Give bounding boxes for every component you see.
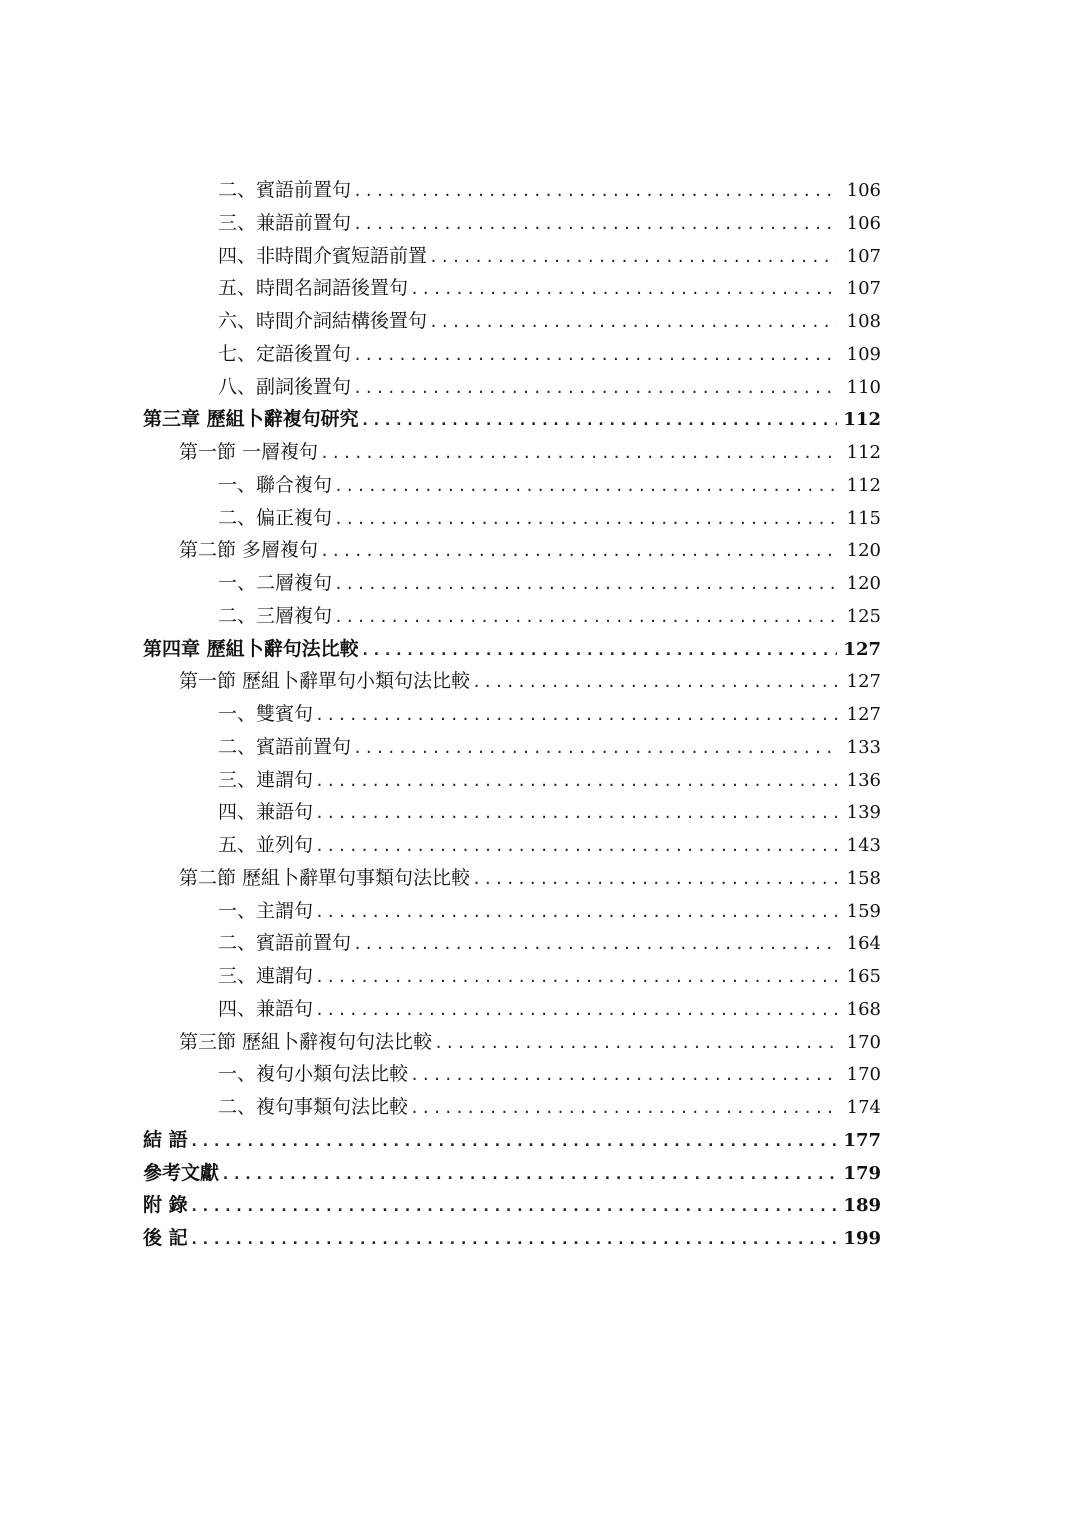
toc-subsection-entry [143, 240, 881, 273]
toc-dot-leader [313, 830, 837, 862]
toc-page-number: 158 [846, 867, 881, 889]
toc-dot-leader [188, 1125, 837, 1157]
toc-dot-leader [313, 961, 837, 993]
toc-subsection-entry [143, 600, 881, 633]
toc-chapter-entry [143, 1189, 881, 1222]
toc-dot-leader [313, 699, 837, 731]
toc-subsection-entry [143, 272, 881, 305]
toc-entry-title: 第二節 多層複句 [179, 539, 319, 562]
toc-entry-title: 三、兼語前置句 [218, 211, 352, 234]
toc-page-number: 109 [846, 343, 881, 365]
toc-entry-title: 四、非時間介賓短語前置 [218, 244, 428, 267]
toc-dot-leader [470, 666, 837, 698]
toc-entry-title: 第三節 歷組卜辭複句句法比較 [179, 1030, 433, 1053]
toc-subsection-entry [143, 207, 881, 240]
toc-entry-title: 六、時間介詞結構後置句 [218, 310, 428, 332]
toc-page-number: 120 [846, 573, 881, 594]
toc-page-number: 127 [846, 671, 881, 693]
toc-entry-title: 三、連謂句 [218, 768, 314, 791]
toc-dot-leader [427, 241, 837, 273]
toc-page-number: 120 [846, 540, 881, 562]
toc-dot-leader [332, 601, 837, 633]
toc-dot-leader [427, 306, 837, 338]
toc-page-number: 108 [846, 311, 881, 332]
toc-subsection-entry [143, 796, 881, 829]
toc-subsection-entry [143, 927, 881, 960]
toc-entry-title: 一、雙賓句 [218, 703, 314, 725]
toc-dot-leader [332, 568, 837, 600]
toc-entry-title: 五、並列句 [218, 834, 314, 856]
toc-page-number: 139 [846, 802, 881, 824]
toc-entry-title: 五、時間名詞語後置句 [218, 277, 409, 300]
toc-dot-leader [359, 404, 837, 436]
toc-page-number: 133 [846, 736, 881, 758]
toc-entry-title: 第四章 歷組卜辭句法比較 [143, 637, 359, 660]
toc-section-entry [143, 534, 881, 567]
toc-subsection-entry [143, 829, 881, 862]
toc-subsection-entry [143, 371, 881, 404]
toc-subsection-entry [143, 338, 881, 371]
table-of-contents [143, 174, 881, 1255]
toc-dot-leader [313, 896, 837, 928]
toc-section-entry [143, 436, 881, 469]
toc-dot-leader [432, 1027, 837, 1059]
toc-dot-leader [408, 1092, 837, 1124]
toc-dot-leader [313, 797, 837, 829]
toc-chapter-entry [143, 1124, 881, 1157]
toc-chapter-entry [143, 633, 881, 666]
toc-entry-title: 二、三層複句 [218, 604, 333, 627]
toc-page-number: 106 [846, 212, 881, 234]
toc-page-number: 127 [843, 638, 881, 660]
toc-page-number: 170 [846, 1031, 881, 1053]
toc-chapter-entry [143, 1157, 881, 1190]
toc-dot-leader [470, 863, 837, 895]
toc-dot-leader [318, 535, 837, 567]
toc-dot-leader [359, 634, 837, 666]
toc-subsection-entry [143, 993, 881, 1026]
toc-entry-title: 二、賓語前置句 [218, 179, 352, 201]
toc-page-number: 174 [846, 1097, 881, 1118]
toc-entry-title: 三、連謂句 [218, 965, 314, 987]
toc-subsection-entry [143, 502, 881, 535]
toc-dot-leader [351, 732, 837, 764]
toc-page-number: 179 [843, 1162, 881, 1184]
toc-page-number: 107 [846, 278, 881, 300]
toc-page-number: 125 [846, 605, 881, 627]
toc-page-number: 136 [846, 769, 881, 791]
toc-page-number: 164 [846, 933, 881, 955]
toc-entry-title: 第一節 歷組卜辭單句小類句法比較 [179, 670, 471, 693]
toc-page-number: 112 [843, 409, 881, 431]
toc-page-number: 177 [843, 1129, 881, 1151]
toc-chapter-entry [143, 1222, 881, 1255]
toc-page-number: 199 [843, 1228, 881, 1249]
toc-entry-title: 二、賓語前置句 [218, 735, 352, 758]
toc-entry-title: 一、主謂句 [218, 899, 314, 922]
toc-page-number: 106 [846, 180, 881, 201]
toc-page-number: 112 [846, 442, 881, 463]
toc-entry-title: 二、賓語前置句 [218, 932, 352, 955]
toc-entry-title: 四、兼語句 [218, 801, 314, 824]
toc-entry-title: 八、副詞後置句 [218, 375, 352, 398]
toc-dot-leader [188, 1223, 837, 1255]
toc-page-number: 110 [846, 376, 881, 398]
toc-subsection-entry [143, 731, 881, 764]
toc-page-number: 165 [846, 966, 881, 987]
toc-entry-title: 七、定語後置句 [218, 342, 352, 365]
toc-subsection-entry [143, 174, 881, 207]
toc-dot-leader [313, 765, 837, 797]
toc-entry-title: 參考文獻 [143, 1161, 220, 1184]
toc-entry-title: 四、兼語句 [218, 997, 314, 1020]
toc-subsection-entry [143, 1091, 881, 1124]
toc-dot-leader [313, 994, 837, 1026]
toc-page-number: 189 [843, 1195, 881, 1217]
toc-dot-leader [332, 470, 837, 502]
toc-page-number: 115 [846, 507, 881, 529]
toc-dot-leader [188, 1190, 837, 1222]
toc-entry-title: 二、偏正複句 [218, 506, 333, 529]
toc-subsection-entry [143, 698, 881, 731]
toc-subsection-entry [143, 1058, 881, 1091]
toc-entry-title: 一、聯合複句 [218, 473, 333, 496]
toc-page-number: 107 [846, 245, 881, 267]
toc-entry-title: 第一節 一層複句 [179, 441, 319, 463]
toc-dot-leader [351, 372, 837, 404]
toc-dot-leader [408, 273, 837, 305]
toc-entry-title: 第三章 歷組卜辭複句研究 [143, 408, 359, 431]
toc-page-number: 143 [846, 835, 881, 856]
toc-entry-title: 一、複句小類句法比較 [218, 1063, 409, 1086]
toc-page-number: 159 [846, 900, 881, 922]
toc-page-number: 168 [846, 998, 881, 1020]
toc-entry-title: 二、複句事類句法比較 [218, 1096, 409, 1118]
toc-page-number: 170 [846, 1064, 881, 1086]
toc-subsection-entry [143, 764, 881, 797]
toc-entry-title: 後 記 [143, 1227, 188, 1249]
toc-entry-title: 附 錄 [143, 1194, 188, 1217]
toc-dot-leader [351, 339, 837, 371]
toc-dot-leader [408, 1059, 837, 1091]
toc-page-number: 127 [846, 704, 881, 725]
toc-section-entry [143, 665, 881, 698]
toc-dot-leader [332, 503, 837, 535]
toc-section-entry [143, 1026, 881, 1059]
toc-chapter-entry [143, 403, 881, 436]
toc-dot-leader [318, 437, 837, 469]
toc-page-number: 112 [846, 474, 881, 496]
toc-dot-leader [351, 928, 837, 960]
toc-subsection-entry [143, 960, 881, 993]
toc-subsection-entry [143, 469, 881, 502]
toc-dot-leader [351, 208, 837, 240]
toc-subsection-entry [143, 895, 881, 928]
toc-section-entry [143, 862, 881, 895]
toc-dot-leader [219, 1158, 837, 1190]
toc-subsection-entry [143, 567, 881, 600]
toc-entry-title: 第二節 歷組卜辭單句事類句法比較 [179, 866, 471, 889]
toc-subsection-entry [143, 305, 881, 338]
toc-dot-leader [351, 175, 837, 207]
toc-entry-title: 結 語 [143, 1128, 188, 1151]
toc-entry-title: 一、二層複句 [218, 572, 333, 594]
